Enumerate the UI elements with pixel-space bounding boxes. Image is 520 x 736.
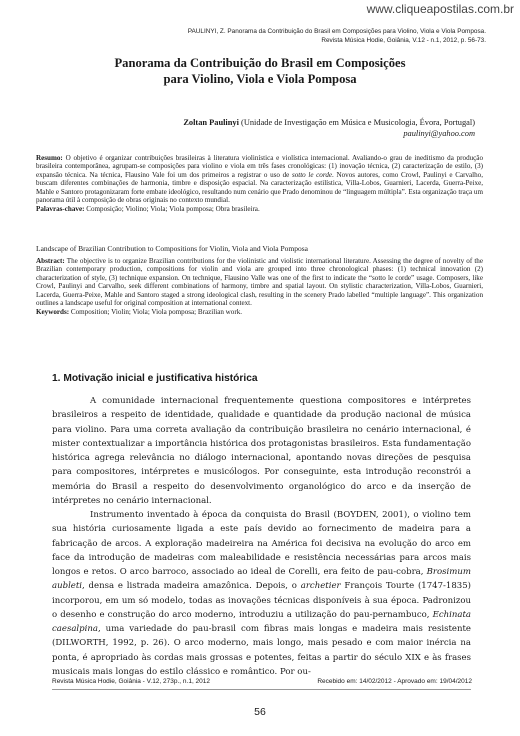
english-title: Landscape of Brazilian Contribution to Compositions for Violin, Viola and Viola Pomposa xyxy=(36,244,308,253)
p2-text-a: Instrumento inventado à época da conquista do Brasil (BOYDEN, 2001), o violino tem sua história curiosamente ligada a este país devido ao fornecimento de madeira para a fabricação de arcos. A exploração madeireira na América foi decisiva na evolução do arco em face da introdução de madeiras com maleabilidade e resistência necessárias para arcos mais longos e retos. O arco barroco, associado ao ideal de Corelli, era feito de pau-cobra, xyxy=(52,510,471,577)
author-line xyxy=(183,118,475,129)
resumo-italic: sotto le corde xyxy=(291,170,333,179)
p2-text-b: , densa e listrada madeira amazônica. Depois, o xyxy=(82,581,297,592)
p2-text-c: François Tourte (1747-1835) incorporou, em um só modelo, todas as inovações técnicas disponíveis à sua época. Padronizou o desenho e construção do arco moderno, introduziu a utilização do pau-pernambuco, xyxy=(52,581,472,620)
author-affiliation: (Unidade de Investigação em Música e Musicologia, Évora, Portugal) xyxy=(241,118,475,127)
watermark: www.cliqueapostilas.com.br xyxy=(366,2,514,16)
keywords-label: Keywords: xyxy=(36,307,70,316)
abstract-text: The objective is to organize Brazilian contributions for the violinistic and violistic international literature. Assessing the degree of novelty of the Brazilian contemporary production, compositions for violin and viola are grouped into three chronological phases: (1) technical innovation (2) characterization of style, (3) technique expansion. On technique, Flausino Valle was one of the first to indicate the “sotto le corde” usage. Composers, like Crowl, Paulinyi and Carvalho, seek different combinations of harmony, timbre and spatial layout. On stylistic characterization, Villa-Lobos, Guarnieri, Lacerda, Guerra-Peixe, Mahle and Santoro staged a strong ideological clash, resulting in the scenery Prado labelled “multiple language”. This organization outlines a landscape useful for original composition at international context. xyxy=(36,257,483,308)
paper-title xyxy=(40,55,480,87)
resumo-block xyxy=(36,154,483,213)
palavras-chave xyxy=(36,205,483,213)
abstract-block xyxy=(36,257,483,316)
body-paragraph-1: A comunidade internacional frequentemente questiona compositores e intérpretes brasileiros a respeito de identidade, qualidade e quantidade da produção nacional de música para violino. Para uma correta avaliação da contribuição brasileira no cenário internacional, é mister contextualizar a importância histórica dos protagonistas brasileiros. Esta fundamentação histórica agrega relevância no diálogo internacional, apontando novas direções de pesquisa para compositores, intérpretes e musicólogos. Por conseguinte, esta introdução reconstrói a memória do Brasil a respeito do desenvolvimento organológico do arco e da inserção de intérpretes no cenário internacional. xyxy=(52,396,471,506)
p2-italic-2: archetier xyxy=(300,581,341,592)
section-heading: 1. Motivação inicial e justificativa histórica xyxy=(52,373,258,384)
abstract-paragraph xyxy=(36,257,483,308)
footer-dates: Recebido em: 14/02/2012 - Aprovado em: 19/04/2012 xyxy=(317,678,472,685)
title-line-1: Panorama da Contribuição do Brasil em Composições xyxy=(114,56,406,70)
body-text xyxy=(52,394,471,679)
p2-italic-3: Echinata caesalpina xyxy=(52,609,472,634)
header-citation: PAULINYI, Z. Panorama da Contribuição do Brasil em Composições para Violino, Viola e Viola Pomposa. xyxy=(187,28,486,35)
header-journal: Revista Música Hodie, Goiânia, V.12 - n.1, 2012, p. 56-73. xyxy=(321,37,486,44)
page-number: 56 xyxy=(254,706,266,718)
author-block xyxy=(183,118,475,139)
keywords-text: Composition; Violin; Viola; Viola pomposa; Brazilian work. xyxy=(70,307,243,316)
footer-rule xyxy=(52,689,471,690)
p2-italic-1: Brosimum aubleti xyxy=(52,567,471,592)
author-email[interactable]: paulinyi@yahoo.com xyxy=(403,128,475,138)
title-line-2: para Violino, Viola e Viola Pomposa xyxy=(163,72,357,86)
resumo-text-2: . Novos autores, como Crowl, Paulinyi e Carvalho, buscam diferentes combinações de harmonia, timbre e disposição espacial. Na caracterização estilística, Villa-Lobos, Guarnieri, Lacerda, Guerra-Peixe, Mahle e Santoro protagonizaram forte embate ideológico, resultando num cenário que Prado denominou de “linguagem múltipla”. Esta organização traça um panorama útil à composição de obras originais no contexto mundial. xyxy=(36,170,483,205)
footer-journal: Revista Música Hodie, Goiânia - V.12, 273p., n.1, 2012 xyxy=(52,678,211,685)
author-name: Zoltan Paulinyi xyxy=(183,118,239,127)
resumo-label: Resumo: xyxy=(36,154,63,162)
body-paragraph-2 xyxy=(52,508,471,679)
resumo-text-1: O objetivo é organizar contribuições brasileiras à literatura violinística e violística internacional. Avaliando-o grau de ineditismo da produção brasileira contemporânea, agrupam-se composições para violino e viola em três fases cronológicas: (1) inovação técnica, (2) caracterização de estilo, (3) expansão técnica. Na técnica, Flausino Vale foi um dos primeiros a registrar o uso de xyxy=(36,154,484,179)
p2-text-d: , uma variedade do pau-brasil com fibras mais longas e madeira mais resistente (DILWORTH, 1992, p. 26). O arco moderno, mais longo, mais pesado e com maior inércia na ponta, é apropriado às cordas mais grossas e potentes, feitas a partir do século XIX e às frases musicais mais longas do estilo clássico e romântico. Por ou- xyxy=(52,624,471,677)
abstract-label: Abstract: xyxy=(36,257,65,265)
palavras-chave-label: Palavras-chave: xyxy=(36,204,85,213)
resumo-paragraph xyxy=(36,154,483,205)
palavras-chave-text: Composição; Violino; Viola; Viola pomposa; Obra brasileira. xyxy=(86,204,260,213)
keywords xyxy=(36,308,483,316)
running-header xyxy=(188,27,486,45)
